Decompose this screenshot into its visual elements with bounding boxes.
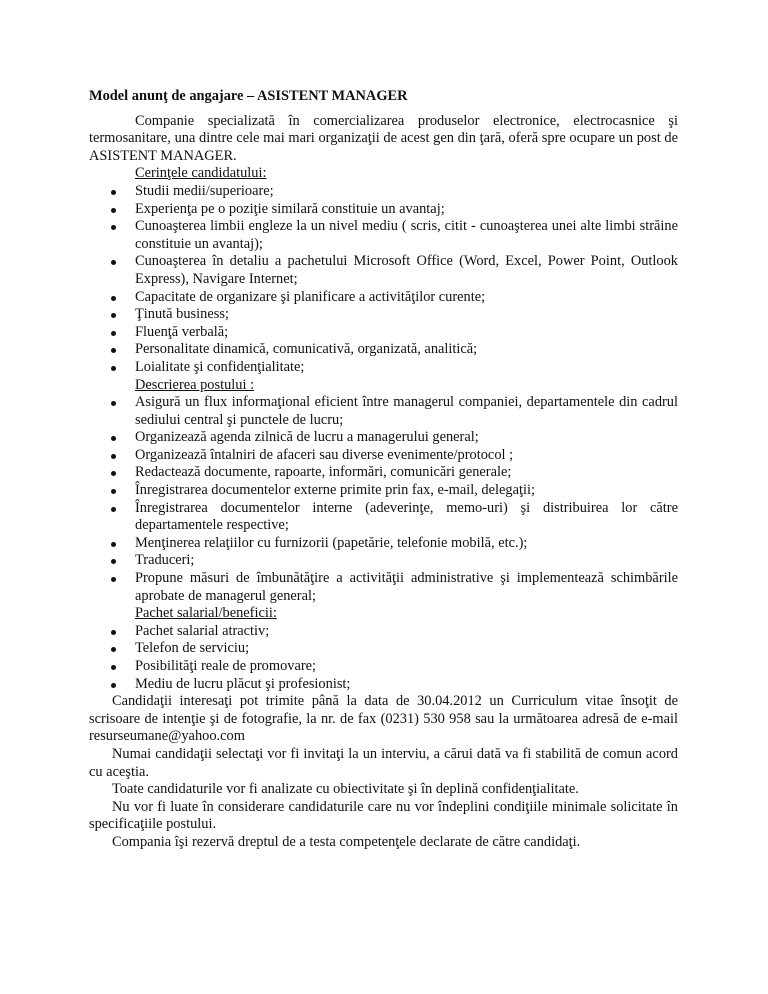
benefits-list [89, 623, 678, 693]
intro-paragraph: Companie specializată în comercializarea produselor electronice, electrocasnice şi termosanitare, una dintre cele mai mari organizaţii de acest gen din ţară, oferă spre ocupare un post de ASISTENT MANAGER. [89, 112, 678, 164]
bullet-icon [111, 683, 116, 688]
list-item: Ţinută business; [89, 306, 678, 324]
list-item: Loialitate şi confidenţialitate; [89, 359, 678, 377]
bullet-icon [111, 665, 116, 670]
list-item: Mediu de lucru plăcut şi profesionist; [89, 676, 678, 694]
bullet-icon [111, 489, 116, 494]
bullet-icon [111, 577, 116, 582]
bullet-icon [111, 454, 116, 459]
list-item: Traduceri; [89, 552, 678, 570]
bullet-icon [111, 436, 116, 441]
list-item: Cunoaşterea în detaliu a pachetului Microsoft Office (Word, Excel, Power Point, Outlook Express), Navigare Internet; [89, 253, 678, 288]
list-item: Capacitate de organizare şi planificare a activităţilor curente; [89, 289, 678, 307]
list-item: Înregistrarea documentelor externe primite prin fax, e-mail, delegaţii; [89, 482, 678, 500]
bullet-icon [111, 559, 116, 564]
bullet-icon [111, 190, 116, 195]
bullet-icon [111, 225, 116, 230]
bullet-icon [111, 630, 116, 635]
description-heading: Descrierea postului : [135, 376, 255, 393]
list-item: Posibilităţi reale de promovare; [89, 658, 678, 676]
bullet-icon [111, 348, 116, 353]
confidentiality-paragraph: Toate candidaturile vor fi analizate cu obiectivitate şi în deplină confidenţialitate. [112, 781, 579, 798]
interview-paragraph: Numai candidaţii selectaţi vor fi invitaţi la un interviu, a cărui dată va fi stabilită de comun acord cu aceştia. [89, 745, 678, 780]
bullet-icon [111, 208, 116, 213]
bullet-icon [111, 507, 116, 512]
list-item: Cunoaşterea limbii engleze la un nivel mediu ( scris, citit - cunoaşterea unei alte limbi străine constituie un avantaj); [89, 218, 678, 253]
page-title: Model anunţ de angajare – ASISTENT MANAGER [89, 88, 408, 104]
testing-paragraph: Compania îşi rezervă dreptul de a testa competenţele declarate de către candidaţi. [112, 833, 581, 850]
eligibility-paragraph: Nu vor fi luate în considerare candidaturile care nu vor îndeplini condiţiile minimale solicitate în specificaţiile postului. [89, 798, 678, 833]
list-item: Personalitate dinamică, comunicativă, organizată, analitică; [89, 341, 678, 359]
list-item: Fluenţă verbală; [89, 324, 678, 342]
requirements-list [89, 183, 678, 377]
description-list [89, 394, 678, 605]
application-paragraph: Candidaţii interesaţi pot trimite până la data de 30.04.2012 un Curriculum vitae însoţit de scrisoare de intenţie şi de fotografie, la nr. de fax (0231) 530 958 sau la următoarea adresă de e-mail resurseumane@yahoo.com [89, 693, 678, 745]
document-page [89, 88, 678, 852]
list-item: Asigură un flux informaţional eficient între managerul companiei, departamentele din cadrul sediului central şi punctele de lucru; [89, 394, 678, 429]
list-item: Organizează întalniri de afaceri sau diverse evenimente/protocol ; [89, 447, 678, 465]
bullet-icon [111, 401, 116, 406]
list-item: Telefon de serviciu; [89, 640, 678, 658]
list-item: Redactează documente, rapoarte, informări, comunicări generale; [89, 464, 678, 482]
list-item: Organizează agenda zilnică de lucru a managerului general; [89, 429, 678, 447]
list-item: Studii medii/superioare; [89, 183, 678, 201]
list-item: Menţinerea relaţiilor cu furnizorii (papetărie, telefonie mobilă, etc.); [89, 535, 678, 553]
benefits-heading: Pachet salarial/beneficii: [135, 605, 277, 622]
bullet-icon [111, 471, 116, 476]
list-item: Înregistrarea documentelor interne (adeverinţe, memo-uri) şi distribuirea lor către departamentele respective; [89, 500, 678, 535]
bullet-icon [111, 647, 116, 652]
list-item: Experienţa pe o poziţie similară constituie un avantaj; [89, 201, 678, 219]
bullet-icon [111, 331, 116, 336]
bullet-icon [111, 366, 116, 371]
bullet-icon [111, 260, 116, 265]
bullet-icon [111, 296, 116, 301]
list-item: Pachet salarial atractiv; [89, 623, 678, 641]
bullet-icon [111, 313, 116, 318]
requirements-heading: Cerinţele candidatului: [135, 165, 267, 182]
list-item: Propune măsuri de îmbunătăţire a activităţii administrative şi implementează schimbările aprobate de managerul general; [89, 570, 678, 605]
bullet-icon [111, 542, 116, 547]
